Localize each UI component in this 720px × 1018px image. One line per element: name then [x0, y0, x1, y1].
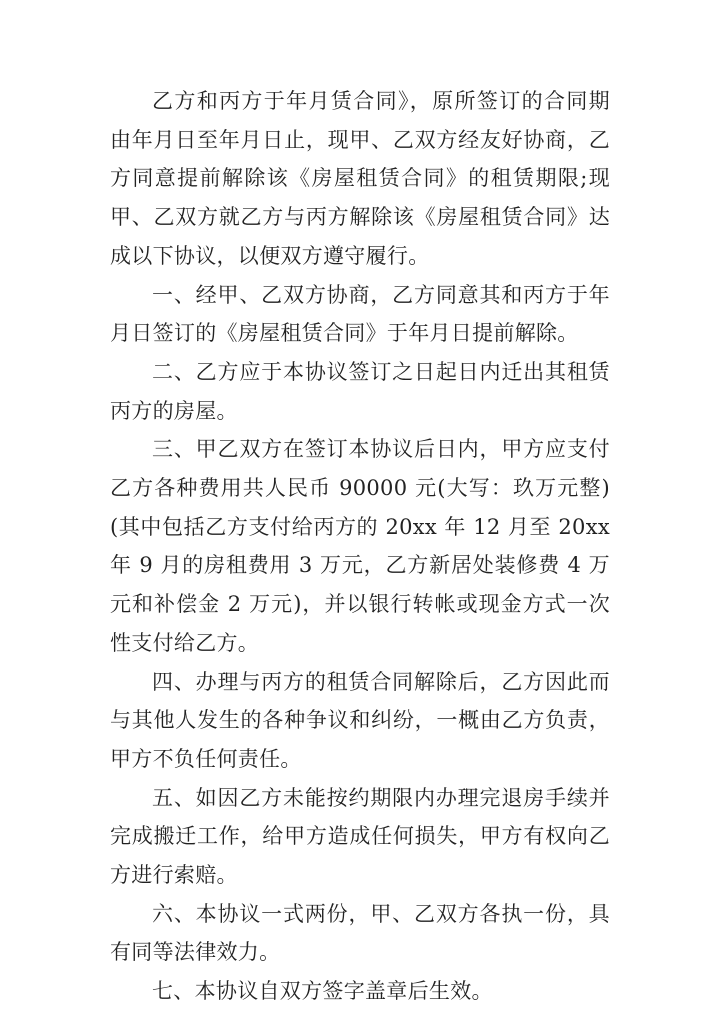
paragraph-clause-1: 一、经甲、乙双方协商，乙方同意其和丙方于年月日签订的《房屋租赁合同》于年月日提前解除。: [110, 282, 610, 346]
paragraph-clause-5: 五、如因乙方未能按约期限内办理完退房手续并完成搬迁工作，给甲方造成任何损失，甲方有权向乙方进行索赔。: [110, 785, 610, 888]
paragraph-clause-6: 六、本协议一式两份，甲、乙双方各执一份，具有同等法律效力。: [110, 901, 610, 965]
paragraph-clause-3: 三、甲乙双方在签订本协议后日内，甲方应支付乙方各种费用共人民币 90000 元(大写：玖万元整)(其中包括乙方支付给丙方的 20xx 年 12 月至 20xx 年 9 月的房租费用 3 万元，乙方新居处装修费 4 万元和补偿金 2 万元)，并以银行转帐或现金方式一次性支付给乙方。: [110, 437, 610, 655]
document-body: [110, 82, 610, 1011]
paragraph-clause-2: 二、乙方应于本协议签订之日起日内迁出其租赁丙方的房屋。: [110, 359, 610, 423]
paragraph-clause-4: 四、办理与丙方的租赁合同解除后，乙方因此而与其他人发生的各种争议和纠纷，一概由乙方负责，甲方不负任何责任。: [110, 669, 610, 771]
paragraph-clause-7: 七、本协议自双方签字盖章后生效。: [152, 979, 493, 1004]
paragraph-intro: 乙方和丙方于年月赁合同》，原所签订的合同期由年月日至年月日止，现甲、乙双方经友好协商，乙方同意提前解除该《房屋租赁合同》的租赁期限;现甲、乙双方就乙方与丙方解除该《房屋租赁合同》达成以下协议，以便双方遵守履行。: [110, 89, 610, 268]
